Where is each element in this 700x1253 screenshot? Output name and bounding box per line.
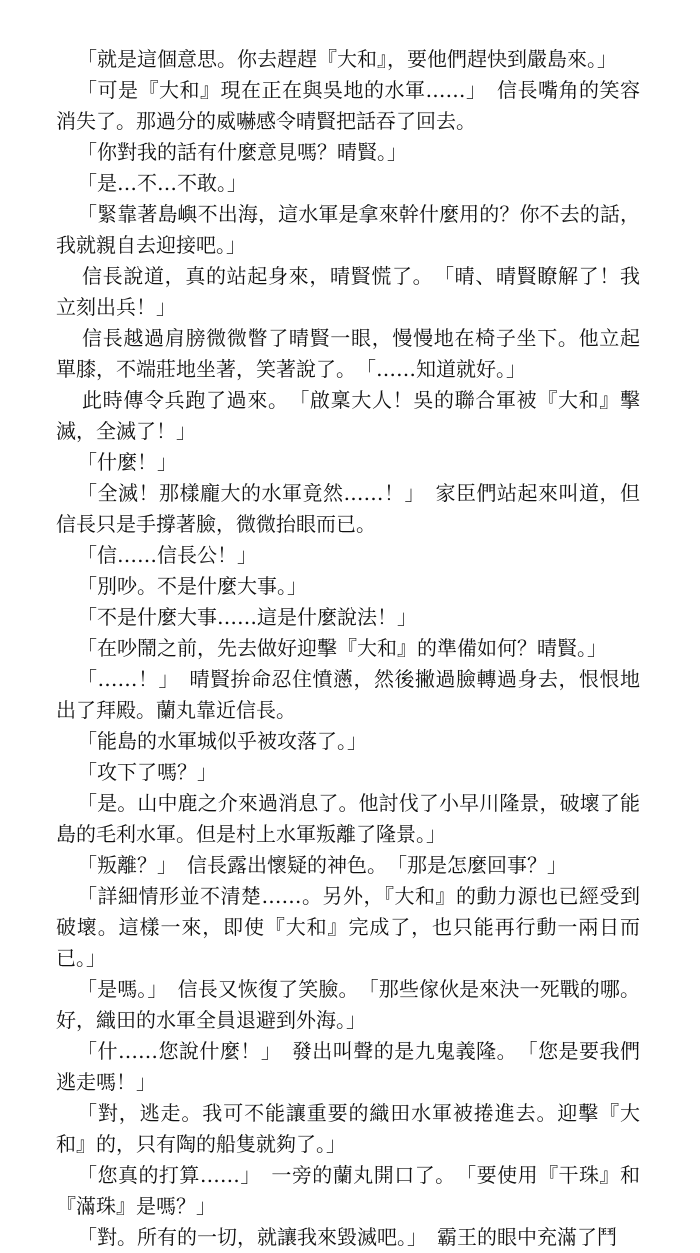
paragraph: 「對，逃走。我可不能讓重要的織田水軍被捲進去。迎擊『大和』的，只有陶的船隻就夠了。」 <box>56 1101 640 1156</box>
paragraph: 「可是『大和』現在正在與吳地的水軍……」 信長嘴角的笑容消失了。那過分的威嚇感令晴賢把話吞了回去。 <box>56 78 640 133</box>
paragraph: 「是嗎。」 信長又恢復了笑臉。 「那些傢伙是來決一死戰的哪。好，織田的水軍全員退避到外海。」 <box>56 977 640 1032</box>
paragraph: 「信……信長公！」 <box>77 543 257 567</box>
paragraph: 「你對我的話有什麼意見嗎？晴賢。」 <box>77 140 407 164</box>
paragraph: 「能島的水軍城似乎被攻落了。」 <box>77 729 367 753</box>
paragraph: 「不是什麼大事……這是什麼說法！」 <box>77 605 417 629</box>
text-page <box>56 44 640 1253</box>
paragraph: 「在吵鬧之前，先去做好迎擊『大和』的準備如何？晴賢。」 <box>77 636 607 660</box>
paragraph: 「對。所有的一切，就讓我來毀滅吧。」 霸王的眼中充滿了鬥 <box>77 1225 617 1249</box>
paragraph: 「全滅！那樣龐大的水軍竟然……！」 家臣們站起來叫道，但信長只是手撐著臉，微微抬眼而已。 <box>56 481 640 536</box>
paragraph: 「詳細情形並不清楚……。另外，『大和』的動力源也已經受到破壞。這樣一來，即使『大和』完成了，也只能再行動一兩日而已。」 <box>56 884 640 970</box>
paragraph: 此時傳令兵跑了過來。 「啟稟大人！吳的聯合軍被『大和』擊滅，全滅了！」 <box>56 388 640 443</box>
paragraph: 「是。山中鹿之介來過消息了。他討伐了小早川隆景，破壞了能島的毛利水軍。但是村上水軍叛離了隆景。」 <box>56 791 640 846</box>
paragraph: 「別吵。不是什麼大事。」 <box>77 574 307 598</box>
paragraph: 「叛離？」 信長露出懷疑的神色。 「那是怎麼回事？」 <box>77 853 567 877</box>
paragraph: 「是…不…不敢。」 <box>77 171 247 195</box>
paragraph: 「攻下了嗎？」 <box>77 760 217 784</box>
paragraph: 「什麼！」 <box>77 450 177 474</box>
paragraph: 「什……您說什麼！」 發出叫聲的是九鬼義隆。 「您是要我們逃走嗎！」 <box>56 1039 640 1094</box>
paragraph: 信長越過肩膀微微瞥了晴賢一眼，慢慢地在椅子坐下。他立起單膝，不端莊地坐著，笑著說了。 「……知道就好。」 <box>56 326 640 381</box>
paragraph: 「……！」 晴賢拚命忍住憤懣，然後撇過臉轉過身去，恨恨地出了拜殿。蘭丸靠近信長。 <box>56 667 640 722</box>
paragraph: 信長說道，真的站起身來，晴賢慌了。 「晴、晴賢瞭解了！我立刻出兵！」 <box>56 264 640 319</box>
paragraph: 「就是這個意思。你去趕趕『大和』，要他們趕快到嚴島來。」 <box>77 47 617 71</box>
paragraph: 「緊靠著島嶼不出海，這水軍是拿來幹什麼用的？你不去的話，我就親自去迎接吧。」 <box>56 202 640 257</box>
paragraph: 「您真的打算……」 一旁的蘭丸開口了。 「要使用『干珠』和『滿珠』是嗎？」 <box>56 1163 640 1218</box>
